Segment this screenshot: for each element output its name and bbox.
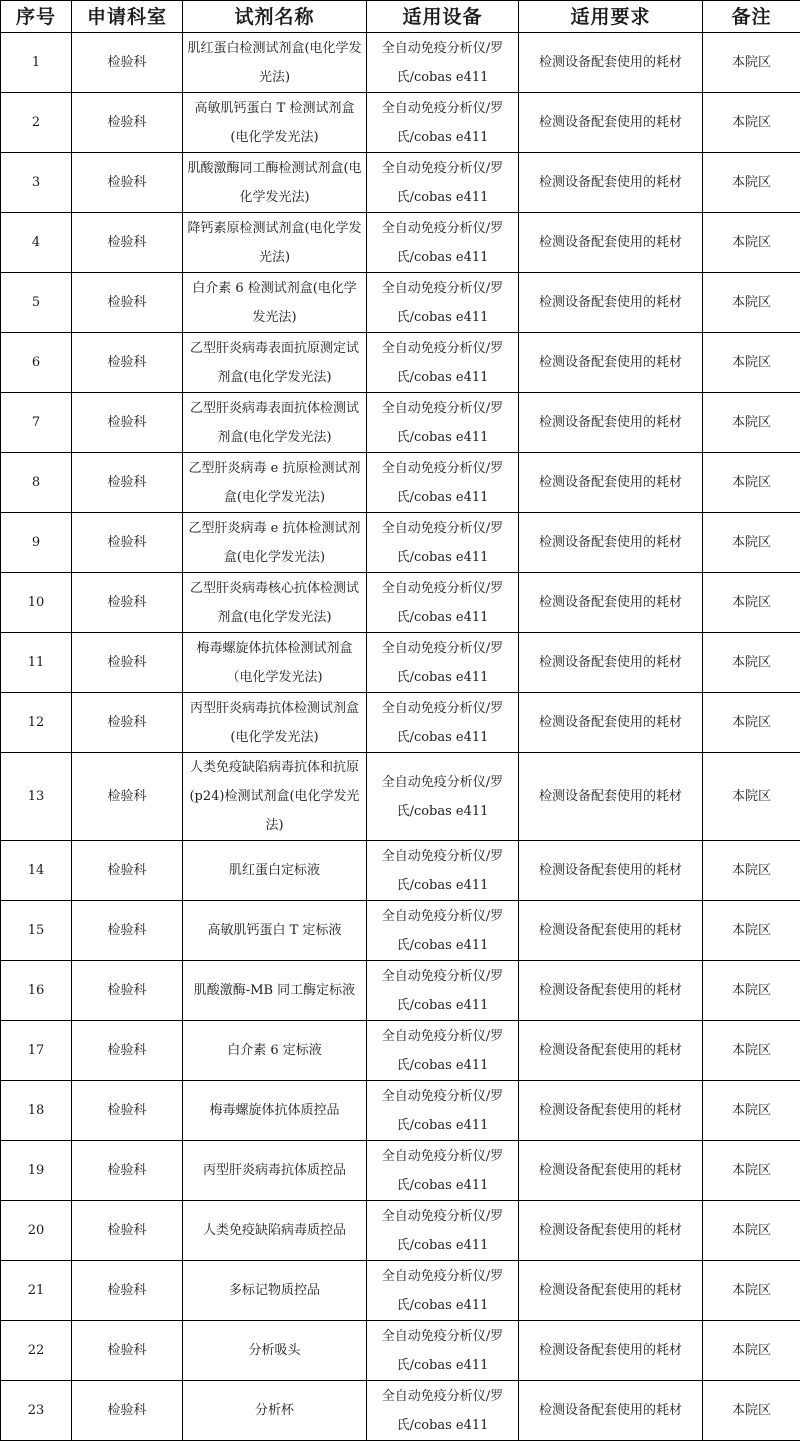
- cell-device: 全自动免疫分析仪/罗氏/cobas e411: [367, 573, 519, 633]
- cell-no: 1: [1, 33, 72, 93]
- table-row: [1, 153, 800, 213]
- table-body: [1, 33, 800, 1441]
- cell-no: 19: [1, 1141, 72, 1201]
- cell-note: 本院区: [703, 961, 800, 1021]
- cell-no: 10: [1, 573, 72, 633]
- cell-name: 白介素 6 定标液: [183, 1021, 367, 1081]
- cell-name: 乙型肝炎病毒表面抗体检测试剂盒(电化学发光法): [183, 393, 367, 453]
- cell-note: 本院区: [703, 1141, 800, 1201]
- cell-dept: 检验科: [72, 1141, 183, 1201]
- cell-note: 本院区: [703, 573, 800, 633]
- cell-note: 本院区: [703, 633, 800, 693]
- header-note: 备注: [703, 1, 800, 33]
- cell-requirement: 检测设备配套使用的耗材: [519, 213, 703, 273]
- cell-device: 全自动免疫分析仪/罗氏/cobas e411: [367, 513, 519, 573]
- table-row: [1, 33, 800, 93]
- cell-name: 降钙素原检测试剂盒(电化学发光法): [183, 213, 367, 273]
- cell-requirement: 检测设备配套使用的耗材: [519, 1381, 703, 1441]
- cell-note: 本院区: [703, 753, 800, 841]
- cell-note: 本院区: [703, 453, 800, 513]
- table-row: [1, 1141, 800, 1201]
- cell-requirement: 检测设备配套使用的耗材: [519, 693, 703, 753]
- cell-note: 本院区: [703, 273, 800, 333]
- table-row: [1, 961, 800, 1021]
- cell-name: 肌红蛋白检测试剂盒(电化学发光法): [183, 33, 367, 93]
- cell-note: 本院区: [703, 213, 800, 273]
- cell-dept: 检验科: [72, 841, 183, 901]
- cell-device: 全自动免疫分析仪/罗氏/cobas e411: [367, 1321, 519, 1381]
- cell-dept: 检验科: [72, 753, 183, 841]
- cell-note: 本院区: [703, 1381, 800, 1441]
- cell-name: 高敏肌钙蛋白 T 定标液: [183, 901, 367, 961]
- cell-requirement: 检测设备配套使用的耗材: [519, 393, 703, 453]
- cell-requirement: 检测设备配套使用的耗材: [519, 753, 703, 841]
- cell-note: 本院区: [703, 93, 800, 153]
- cell-note: 本院区: [703, 1021, 800, 1081]
- cell-name: 梅毒螺旋体抗体质控品: [183, 1081, 367, 1141]
- table-row: [1, 1201, 800, 1261]
- cell-device: 全自动免疫分析仪/罗氏/cobas e411: [367, 393, 519, 453]
- table-row: [1, 453, 800, 513]
- cell-requirement: 检测设备配套使用的耗材: [519, 841, 703, 901]
- cell-note: 本院区: [703, 1201, 800, 1261]
- cell-no: 14: [1, 841, 72, 901]
- cell-name: 白介素 6 检测试剂盒(电化学发光法): [183, 273, 367, 333]
- table-row: [1, 1321, 800, 1381]
- cell-name: 分析杯: [183, 1381, 367, 1441]
- cell-requirement: 检测设备配套使用的耗材: [519, 1261, 703, 1321]
- cell-dept: 检验科: [72, 1081, 183, 1141]
- cell-requirement: 检测设备配套使用的耗材: [519, 961, 703, 1021]
- header-no: 序号: [1, 1, 72, 33]
- cell-dept: 检验科: [72, 513, 183, 573]
- header-dept: 申请科室: [72, 1, 183, 33]
- cell-requirement: 检测设备配套使用的耗材: [519, 33, 703, 93]
- cell-device: 全自动免疫分析仪/罗氏/cobas e411: [367, 153, 519, 213]
- cell-dept: 检验科: [72, 453, 183, 513]
- cell-device: 全自动免疫分析仪/罗氏/cobas e411: [367, 633, 519, 693]
- cell-requirement: 检测设备配套使用的耗材: [519, 273, 703, 333]
- cell-name: 乙型肝炎病毒 e 抗原检测试剂盒(电化学发光法): [183, 453, 367, 513]
- cell-dept: 检验科: [72, 1261, 183, 1321]
- table-row: [1, 513, 800, 573]
- cell-name: 分析吸头: [183, 1321, 367, 1381]
- cell-dept: 检验科: [72, 273, 183, 333]
- header-row: [1, 1, 800, 33]
- cell-dept: 检验科: [72, 1021, 183, 1081]
- cell-device: 全自动免疫分析仪/罗氏/cobas e411: [367, 1021, 519, 1081]
- cell-dept: 检验科: [72, 573, 183, 633]
- cell-no: 7: [1, 393, 72, 453]
- cell-dept: 检验科: [72, 1201, 183, 1261]
- cell-no: 16: [1, 961, 72, 1021]
- table-row: [1, 1261, 800, 1321]
- cell-note: 本院区: [703, 513, 800, 573]
- cell-requirement: 检测设备配套使用的耗材: [519, 453, 703, 513]
- cell-no: 5: [1, 273, 72, 333]
- cell-name: 人类免疫缺陷病毒抗体和抗原(p24)检测试剂盒(电化学发光法): [183, 753, 367, 841]
- table-row: [1, 273, 800, 333]
- cell-dept: 检验科: [72, 333, 183, 393]
- cell-no: 21: [1, 1261, 72, 1321]
- cell-device: 全自动免疫分析仪/罗氏/cobas e411: [367, 1381, 519, 1441]
- cell-requirement: 检测设备配套使用的耗材: [519, 1081, 703, 1141]
- cell-name: 多标记物质控品: [183, 1261, 367, 1321]
- cell-no: 6: [1, 333, 72, 393]
- cell-requirement: 检测设备配套使用的耗材: [519, 901, 703, 961]
- cell-no: 15: [1, 901, 72, 961]
- cell-dept: 检验科: [72, 213, 183, 273]
- cell-note: 本院区: [703, 33, 800, 93]
- table-row: [1, 213, 800, 273]
- cell-dept: 检验科: [72, 633, 183, 693]
- cell-note: 本院区: [703, 153, 800, 213]
- cell-requirement: 检测设备配套使用的耗材: [519, 1021, 703, 1081]
- cell-no: 2: [1, 93, 72, 153]
- cell-device: 全自动免疫分析仪/罗氏/cobas e411: [367, 753, 519, 841]
- cell-note: 本院区: [703, 693, 800, 753]
- cell-device: 全自动免疫分析仪/罗氏/cobas e411: [367, 1141, 519, 1201]
- cell-no: 13: [1, 753, 72, 841]
- cell-note: 本院区: [703, 1081, 800, 1141]
- cell-name: 丙型肝炎病毒抗体检测试剂盒(电化学发光法): [183, 693, 367, 753]
- cell-device: 全自动免疫分析仪/罗氏/cobas e411: [367, 693, 519, 753]
- cell-no: 18: [1, 1081, 72, 1141]
- cell-device: 全自动免疫分析仪/罗氏/cobas e411: [367, 1261, 519, 1321]
- cell-no: 4: [1, 213, 72, 273]
- table-row: [1, 573, 800, 633]
- cell-requirement: 检测设备配套使用的耗材: [519, 633, 703, 693]
- table-row: [1, 93, 800, 153]
- cell-dept: 检验科: [72, 961, 183, 1021]
- cell-note: 本院区: [703, 393, 800, 453]
- cell-name: 丙型肝炎病毒抗体质控品: [183, 1141, 367, 1201]
- cell-note: 本院区: [703, 841, 800, 901]
- cell-no: 22: [1, 1321, 72, 1381]
- table-row: [1, 333, 800, 393]
- cell-device: 全自动免疫分析仪/罗氏/cobas e411: [367, 1081, 519, 1141]
- cell-device: 全自动免疫分析仪/罗氏/cobas e411: [367, 33, 519, 93]
- cell-no: 17: [1, 1021, 72, 1081]
- cell-no: 9: [1, 513, 72, 573]
- cell-device: 全自动免疫分析仪/罗氏/cobas e411: [367, 841, 519, 901]
- cell-requirement: 检测设备配套使用的耗材: [519, 513, 703, 573]
- table-row: [1, 901, 800, 961]
- table-row: [1, 393, 800, 453]
- cell-no: 11: [1, 633, 72, 693]
- cell-note: 本院区: [703, 1261, 800, 1321]
- cell-dept: 检验科: [72, 33, 183, 93]
- cell-name: 肌红蛋白定标液: [183, 841, 367, 901]
- table-row: [1, 633, 800, 693]
- cell-dept: 检验科: [72, 93, 183, 153]
- cell-device: 全自动免疫分析仪/罗氏/cobas e411: [367, 453, 519, 513]
- cell-requirement: 检测设备配套使用的耗材: [519, 1201, 703, 1261]
- cell-name: 高敏肌钙蛋白 T 检测试剂盒(电化学发光法): [183, 93, 367, 153]
- cell-name: 肌酸激酶-MB 同工酶定标液: [183, 961, 367, 1021]
- cell-no: 12: [1, 693, 72, 753]
- header-device: 适用设备: [367, 1, 519, 33]
- cell-dept: 检验科: [72, 153, 183, 213]
- cell-device: 全自动免疫分析仪/罗氏/cobas e411: [367, 961, 519, 1021]
- table-row: [1, 753, 800, 841]
- cell-requirement: 检测设备配套使用的耗材: [519, 153, 703, 213]
- cell-note: 本院区: [703, 1321, 800, 1381]
- cell-name: 人类免疫缺陷病毒质控品: [183, 1201, 367, 1261]
- cell-device: 全自动免疫分析仪/罗氏/cobas e411: [367, 93, 519, 153]
- cell-device: 全自动免疫分析仪/罗氏/cobas e411: [367, 333, 519, 393]
- cell-dept: 检验科: [72, 901, 183, 961]
- cell-name: 乙型肝炎病毒表面抗原测定试剂盒(电化学发光法): [183, 333, 367, 393]
- cell-device: 全自动免疫分析仪/罗氏/cobas e411: [367, 213, 519, 273]
- cell-no: 3: [1, 153, 72, 213]
- cell-device: 全自动免疫分析仪/罗氏/cobas e411: [367, 273, 519, 333]
- cell-requirement: 检测设备配套使用的耗材: [519, 333, 703, 393]
- cell-note: 本院区: [703, 333, 800, 393]
- table-row: [1, 693, 800, 753]
- table-row: [1, 1021, 800, 1081]
- cell-device: 全自动免疫分析仪/罗氏/cobas e411: [367, 1201, 519, 1261]
- cell-name: 乙型肝炎病毒核心抗体检测试剂盒(电化学发光法): [183, 573, 367, 633]
- cell-name: 梅毒螺旋体抗体检测试剂盒（电化学发光法): [183, 633, 367, 693]
- cell-requirement: 检测设备配套使用的耗材: [519, 573, 703, 633]
- cell-requirement: 检测设备配套使用的耗材: [519, 1321, 703, 1381]
- cell-requirement: 检测设备配套使用的耗材: [519, 1141, 703, 1201]
- cell-dept: 检验科: [72, 693, 183, 753]
- cell-dept: 检验科: [72, 1321, 183, 1381]
- header-name: 试剂名称: [183, 1, 367, 33]
- table-row: [1, 1081, 800, 1141]
- cell-no: 20: [1, 1201, 72, 1261]
- cell-name: 乙型肝炎病毒 e 抗体检测试剂盒(电化学发光法): [183, 513, 367, 573]
- table-row: [1, 841, 800, 901]
- cell-device: 全自动免疫分析仪/罗氏/cobas e411: [367, 901, 519, 961]
- cell-requirement: 检测设备配套使用的耗材: [519, 93, 703, 153]
- cell-no: 23: [1, 1381, 72, 1441]
- cell-name: 肌酸激酶同工酶检测试剂盒(电化学发光法): [183, 153, 367, 213]
- cell-dept: 检验科: [72, 393, 183, 453]
- cell-dept: 检验科: [72, 1381, 183, 1441]
- cell-note: 本院区: [703, 901, 800, 961]
- cell-no: 8: [1, 453, 72, 513]
- header-requirement: 适用要求: [519, 1, 703, 33]
